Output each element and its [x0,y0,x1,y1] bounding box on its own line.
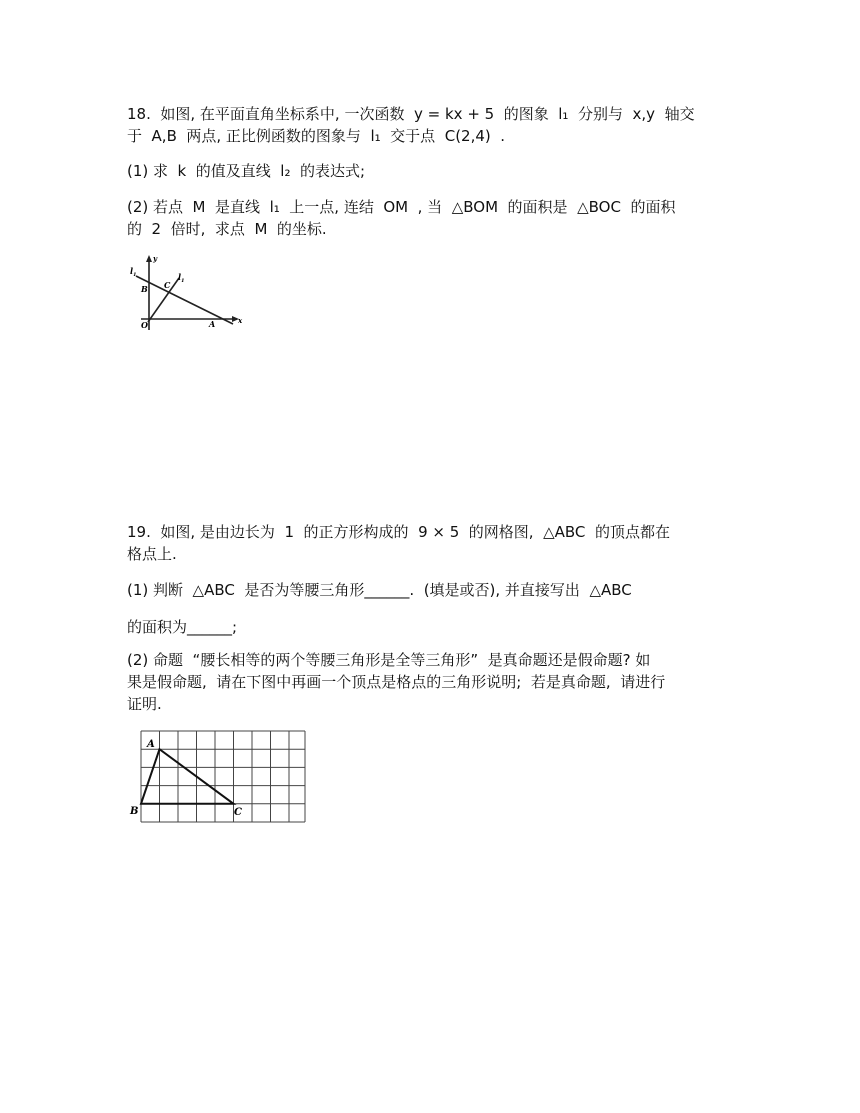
label-B: B [141,284,148,294]
label-B: B [130,806,139,817]
label-x: x [238,316,243,325]
label-A: A [209,319,216,329]
label-l1-left: $l_1$ [130,266,137,278]
label-O: O [141,320,148,330]
q18-line-2: 于 A,B 两点, 正比例函数的图象与 l₁ 交于点 C(2,4) . [127,127,506,145]
label-C: C [164,280,171,290]
q18-line-1: 18. 如图, 在平面直角坐标系中, 一次函数 y = kx + 5 的图象 l₁ 分别与 x,y 轴交 [127,105,695,123]
q18-part-1: (1) 求 k 的值及直线 l₂ 的表达式; [127,162,366,180]
q19-part-1-line-1: (1) 判断 △ABC 是否为等腰三角形______. (填是或否), 并直接写出 △ABC [127,581,632,599]
q18-part-2-line-2: 的 2 倍时, 求点 M 的坐标. [127,220,327,238]
label-C: C [234,807,242,818]
q19-part-2-line-2: 果是假命题, 请在下图中再画一个顶点是格点的三角形说明; 若是真命题, 请进行 [127,673,666,691]
q18-coordinate-figure [127,252,252,336]
q19-line-1: 19. 如图, 是由边长为 1 的正方形构成的 9 × 5 的网格图, △ABC 的顶点都在 [127,523,670,541]
q19-grid-figure [127,727,312,827]
label-y: y [153,254,158,263]
q18-part-2-line-1: (2) 若点 M 是直线 l₁ 上一点, 连结 OM , 当 △BOM 的面积是 △BOC 的面积 [127,198,676,216]
q19-part-1-line-2: 的面积为______; [127,618,238,636]
label-l-right: $l_1$ [178,272,185,284]
q19-line-2: 格点上. [127,545,177,563]
y-axis-arrow [146,255,152,262]
q19-part-2-line-1: (2) 命题 “腰长相等的两个等腰三角形是全等三角形” 是真命题还是假命题? 如 [127,651,651,669]
triangle-abc [141,749,234,804]
grid-lines [141,731,305,822]
label-A: A [147,739,155,750]
q19-part-2-line-3: 证明. [127,695,162,713]
